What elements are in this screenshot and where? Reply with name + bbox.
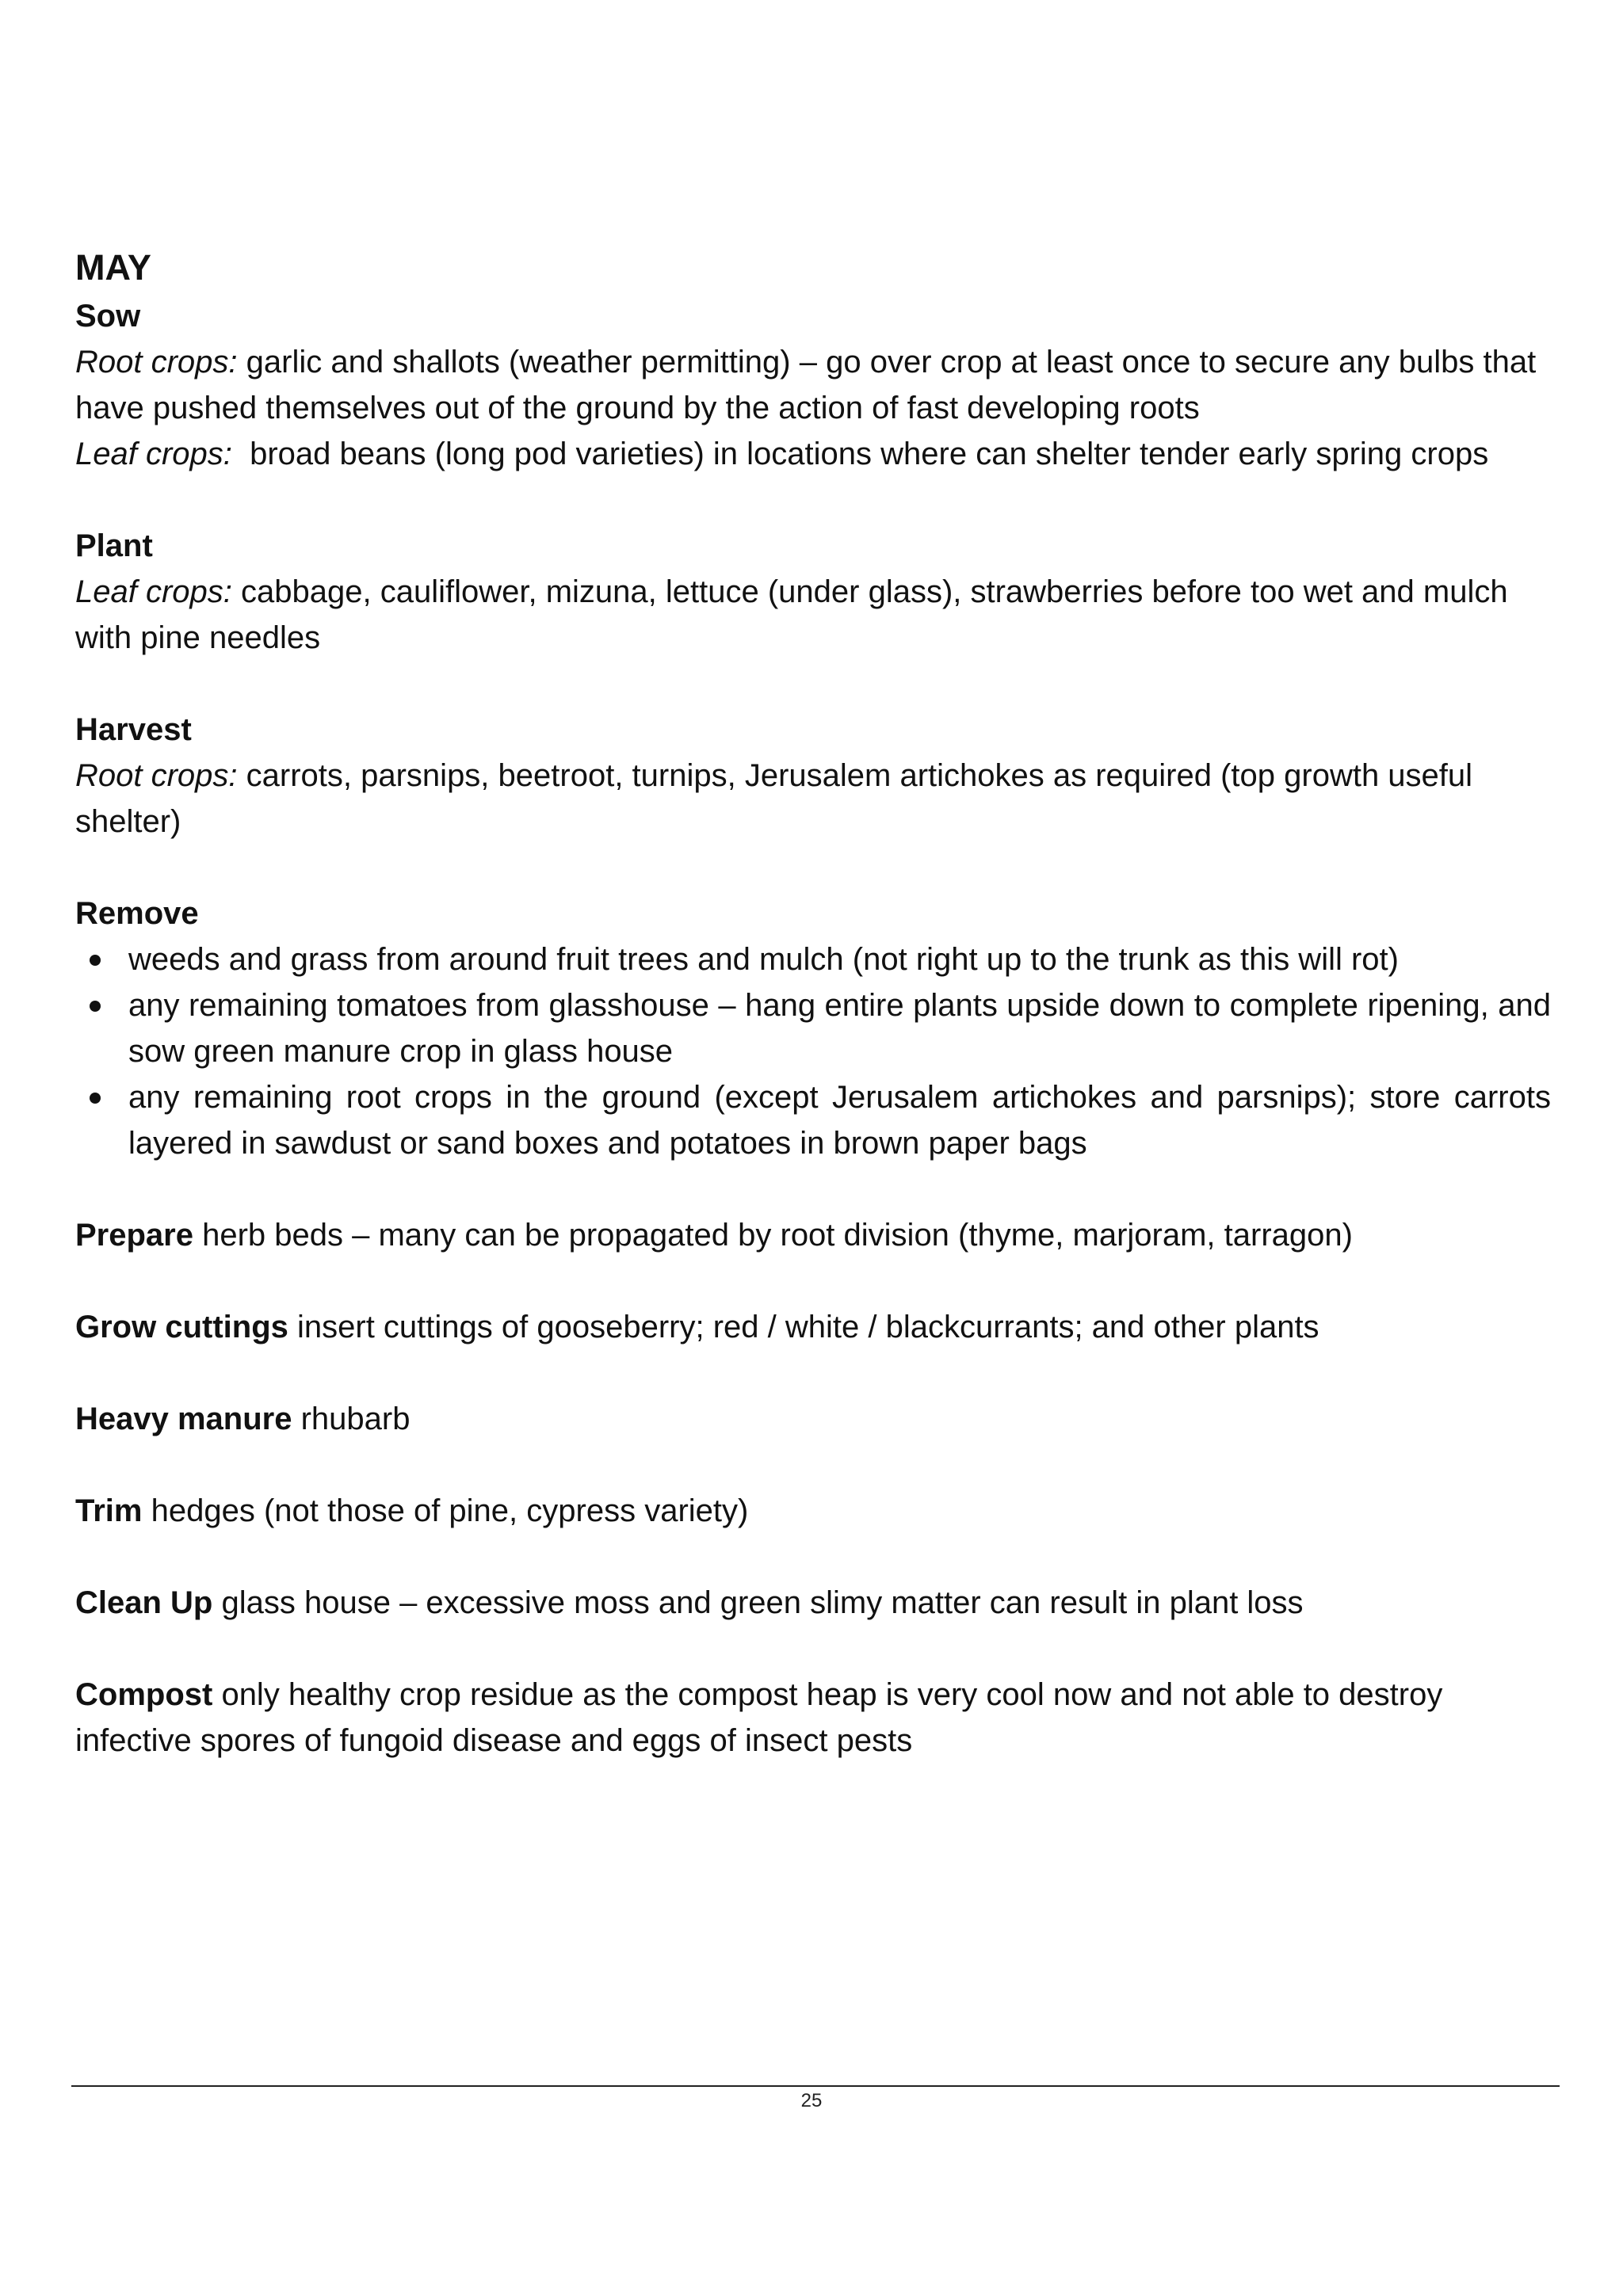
harvest-root-label: Root crops: (75, 758, 238, 793)
spacer (75, 1166, 1551, 1212)
task-text: rhubarb (292, 1402, 411, 1436)
remove-heading: Remove (75, 896, 199, 931)
remove-list (75, 936, 1551, 1166)
spacer (75, 1442, 1551, 1488)
spacer (75, 1258, 1551, 1304)
sow-section (75, 293, 1551, 477)
spacer (75, 477, 1551, 523)
task-text: hedges (not those of pine, cypress variety) (142, 1493, 749, 1528)
remove-section (75, 891, 1551, 1166)
plant-leaf-label: Leaf crops: (75, 574, 232, 609)
spacer (75, 661, 1551, 707)
list-item (75, 1074, 1551, 1166)
sow-leaf-crops (75, 431, 1551, 477)
harvest-root-crops (75, 753, 1551, 845)
task-heavy-manure (75, 1396, 1551, 1442)
task-lead: Trim (75, 1493, 143, 1528)
footer-divider (71, 2085, 1560, 2087)
spacer (75, 1626, 1551, 1672)
task-text: only healthy crop residue as the compost heap is very cool now and not able to destroy infective spores of fungoid disease and eggs of insect pests (75, 1677, 1443, 1758)
harvest-heading: Harvest (75, 712, 192, 747)
sow-root-crops (75, 339, 1551, 431)
task-lead: Heavy manure (75, 1402, 292, 1436)
list-item-text: any remaining root crops in the ground (except Jerusalem artichokes and parsnips); store carrots layered in sawdust or sand boxes and potatoes in brown paper bags (128, 1080, 1551, 1161)
spacer (75, 845, 1551, 891)
task-lead: Grow cuttings (75, 1310, 288, 1344)
plant-leaf-text: cabbage, cauliflower, mizuna, lettuce (under glass), strawberries before too wet and mulch with pine needles (75, 574, 1508, 655)
bullet-icon (90, 955, 101, 966)
sow-leaf-text: broad beans (long pod varieties) in locations where can shelter tender early spring crops (231, 437, 1489, 471)
spacer (75, 1534, 1551, 1580)
page-title: MAY (75, 247, 151, 288)
task-lead: Compost (75, 1677, 213, 1712)
task-text: glass house – excessive moss and green slimy matter can result in plant loss (212, 1585, 1304, 1620)
bullet-icon (90, 1001, 101, 1012)
sow-leaf-label: Leaf crops: (75, 437, 232, 471)
task-clean-up (75, 1580, 1551, 1626)
list-item (75, 936, 1551, 982)
task-text: herb beds – many can be propagated by root division (thyme, marjoram, tarragon) (193, 1218, 1353, 1253)
task-compost (75, 1672, 1551, 1764)
plant-leaf-crops (75, 569, 1551, 661)
task-grow-cuttings (75, 1304, 1551, 1350)
plant-heading: Plant (75, 528, 153, 563)
harvest-root-text: carrots, parsnips, beetroot, turnips, Jerusalem artichokes as required (top growth useful shelter) (75, 758, 1473, 839)
sow-root-text: garlic and shallots (weather permitting) – go over crop at least once to secure any bulbs that have pushed themselves out of the ground by the action of fast developing roots (75, 345, 1537, 425)
spacer (75, 1350, 1551, 1396)
task-trim (75, 1488, 1551, 1534)
task-text: insert cuttings of gooseberry; red / white / blackcurrants; and other plants (288, 1310, 1319, 1344)
task-lead: Clean Up (75, 1585, 213, 1620)
page-number: 25 (800, 2090, 823, 2111)
sow-root-label: Root crops: (75, 345, 238, 379)
task-prepare (75, 1212, 1551, 1258)
plant-section (75, 523, 1551, 661)
list-item-text: weeds and grass from around fruit trees and mulch (not right up to the trunk as this will rot) (128, 942, 1399, 977)
sow-heading: Sow (75, 299, 141, 334)
task-lead: Prepare (75, 1218, 193, 1253)
harvest-section (75, 707, 1551, 845)
list-item-text: any remaining tomatoes from glasshouse – hang entire plants upside down to complete ripening, and sow green manure crop in glass house (128, 988, 1551, 1069)
document-body (75, 242, 1551, 1764)
bullet-icon (90, 1093, 101, 1104)
list-item (75, 982, 1551, 1074)
